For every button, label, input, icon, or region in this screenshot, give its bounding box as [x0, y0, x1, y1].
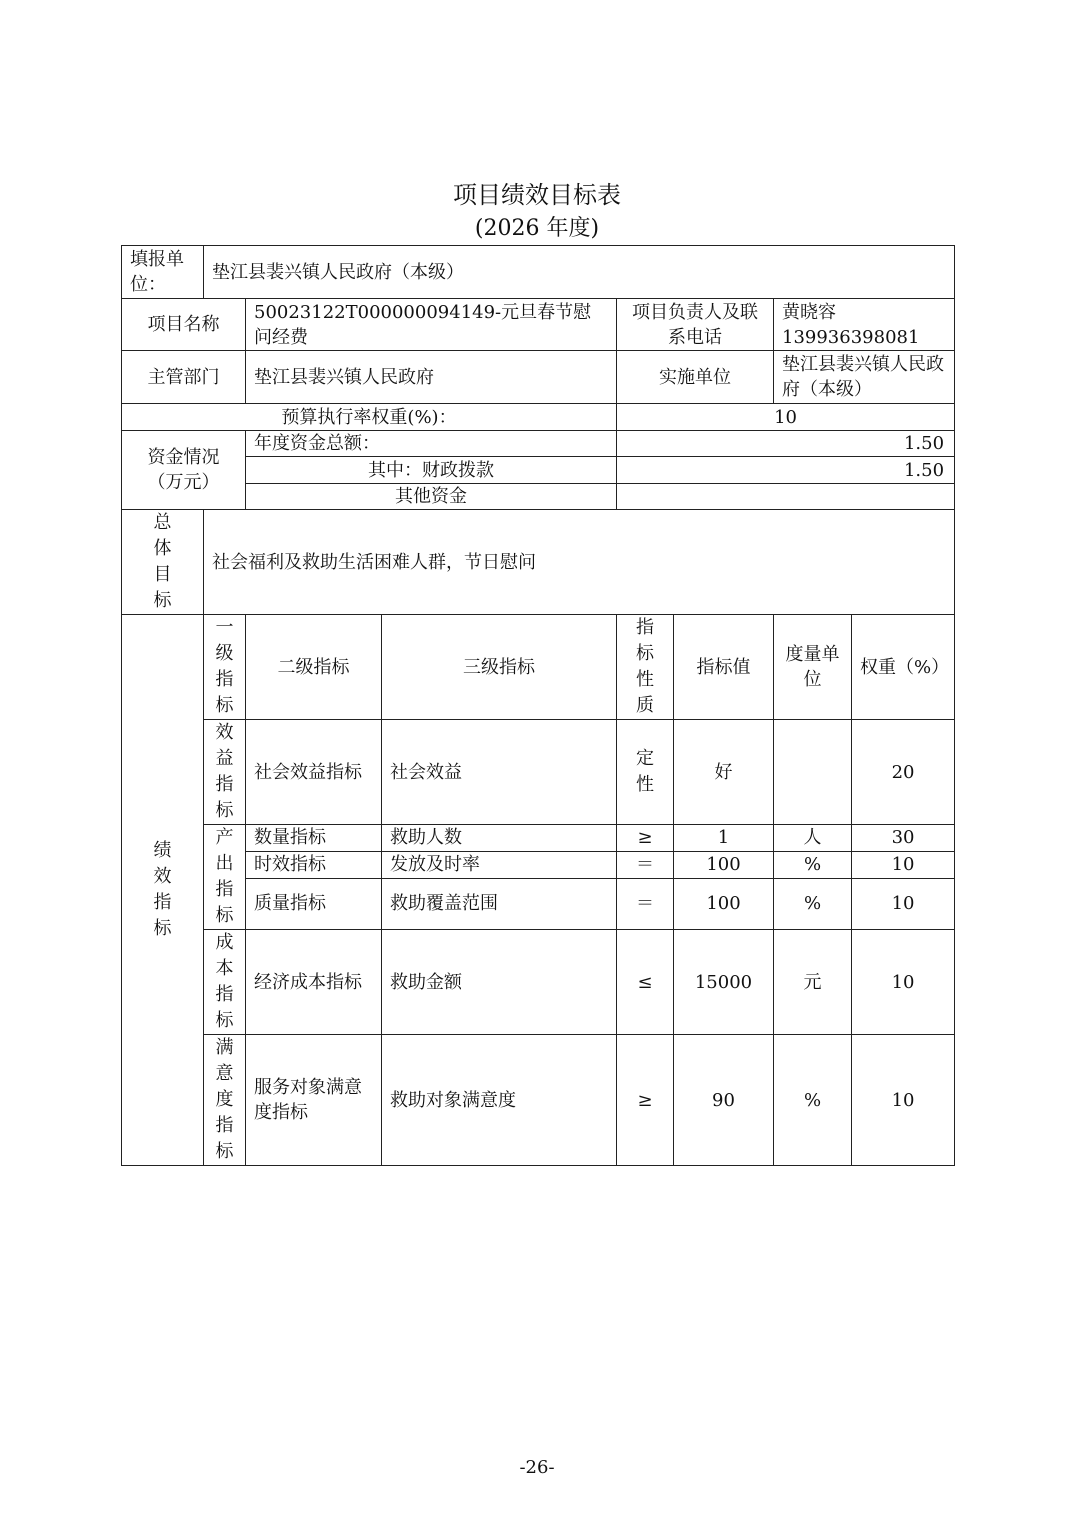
header-nature: 指标性质: [617, 615, 674, 720]
value-cell: 100: [674, 878, 774, 930]
level2-cell: 质量指标: [246, 878, 382, 930]
table-row: [122, 720, 955, 825]
nature-cell: 定性: [617, 720, 674, 825]
level3-cell: 发放及时率: [382, 851, 617, 878]
unit-cell: 元: [774, 930, 852, 1035]
header-value: 指标值: [674, 615, 774, 720]
table-row: [122, 930, 955, 1035]
dept-value: 垫江县裴兴镇人民政府: [246, 351, 617, 404]
header-level1: 一级指标: [204, 615, 246, 720]
header-level3: 三级指标: [382, 615, 617, 720]
funds-fiscal-label: 其中：财政拨款: [246, 457, 617, 484]
nature-cell: ≤: [617, 930, 674, 1035]
weight-cell: 20: [852, 720, 955, 825]
dept-label: 主管部门: [122, 351, 246, 404]
nature-cell: ＝: [617, 851, 674, 878]
weight-cell: 10: [852, 1035, 955, 1166]
nature-cell: ≥: [617, 825, 674, 852]
header-weight: 权重（%）: [852, 615, 955, 720]
unit-cell: %: [774, 851, 852, 878]
funds-other-label: 其他资金: [246, 484, 617, 510]
level2-cell: 服务对象满意度指标: [246, 1035, 382, 1166]
page-title: 项目绩效目标表: [453, 181, 621, 209]
nature-cell: ＝: [617, 878, 674, 930]
value-cell: 90: [674, 1035, 774, 1166]
level1-cell: 产出指标: [204, 825, 246, 930]
unit-cell: %: [774, 878, 852, 930]
weight-cell: 10: [852, 930, 955, 1035]
level1-cell: 成本指标: [204, 930, 246, 1035]
level3-cell: 救助覆盖范围: [382, 878, 617, 930]
value-cell: 好: [674, 720, 774, 825]
weight-cell: 10: [852, 851, 955, 878]
budget-weight-label: 预算执行率权重(%)：: [122, 404, 617, 431]
header-level2: 二级指标: [246, 615, 382, 720]
unit-cell: 人: [774, 825, 852, 852]
page-subtitle: (2026 年度): [474, 216, 600, 241]
funds-other-value: [617, 484, 955, 510]
level3-cell: 社会效益: [382, 720, 617, 825]
funds-label: 资金情况（万元）: [122, 431, 246, 510]
level3-cell: 救助人数: [382, 825, 617, 852]
level1-cell: 满意度指标: [204, 1035, 246, 1166]
header-unit: 度量单位: [774, 615, 852, 720]
impl-unit-label: 实施单位: [617, 351, 774, 404]
project-leader-label: 项目负责人及联系电话: [617, 299, 774, 351]
table-row: [122, 1035, 955, 1166]
page-number: -26-: [519, 1457, 555, 1478]
level3-cell: 救助对象满意度: [382, 1035, 617, 1166]
level2-cell: 经济成本指标: [246, 930, 382, 1035]
project-name-label: 项目名称: [122, 299, 246, 351]
funds-fiscal-value: 1.50: [617, 457, 955, 484]
nature-cell: ≥: [617, 1035, 674, 1166]
table-row: [122, 851, 955, 878]
overall-goal-label: 总体目标: [122, 510, 204, 615]
table-row: [122, 825, 955, 852]
table-row: [122, 878, 955, 930]
funds-total-value: 1.50: [617, 431, 955, 457]
funds-total-label: 年度资金总额：: [246, 431, 617, 457]
filing-unit-value: 垫江县裴兴镇人民政府（本级）: [204, 246, 955, 299]
weight-cell: 10: [852, 878, 955, 930]
project-name-value: 50023122T000000094149-元旦春节慰问经费: [246, 299, 617, 351]
weight-cell: 30: [852, 825, 955, 852]
level2-cell: 数量指标: [246, 825, 382, 852]
unit-cell: %: [774, 1035, 852, 1166]
level2-cell: 社会效益指标: [246, 720, 382, 825]
performance-target-table: [121, 245, 955, 1166]
level2-cell: 时效指标: [246, 851, 382, 878]
value-cell: 1: [674, 825, 774, 852]
value-cell: 100: [674, 851, 774, 878]
impl-unit-value: 垫江县裴兴镇人民政府（本级）: [774, 351, 955, 404]
project-leader-value: 黄晓容 139936398081: [774, 299, 955, 351]
unit-cell: [774, 720, 852, 825]
filing-unit-label: 填报单位：: [122, 246, 204, 299]
perf-indicator-label: 绩效指标: [122, 615, 204, 1166]
value-cell: 15000: [674, 930, 774, 1035]
level1-cell: 效益指标: [204, 720, 246, 825]
budget-weight-value: 10: [617, 404, 955, 431]
level3-cell: 救助金额: [382, 930, 617, 1035]
overall-goal-text: 社会福利及救助生活困难人群，节日慰问: [204, 510, 955, 615]
